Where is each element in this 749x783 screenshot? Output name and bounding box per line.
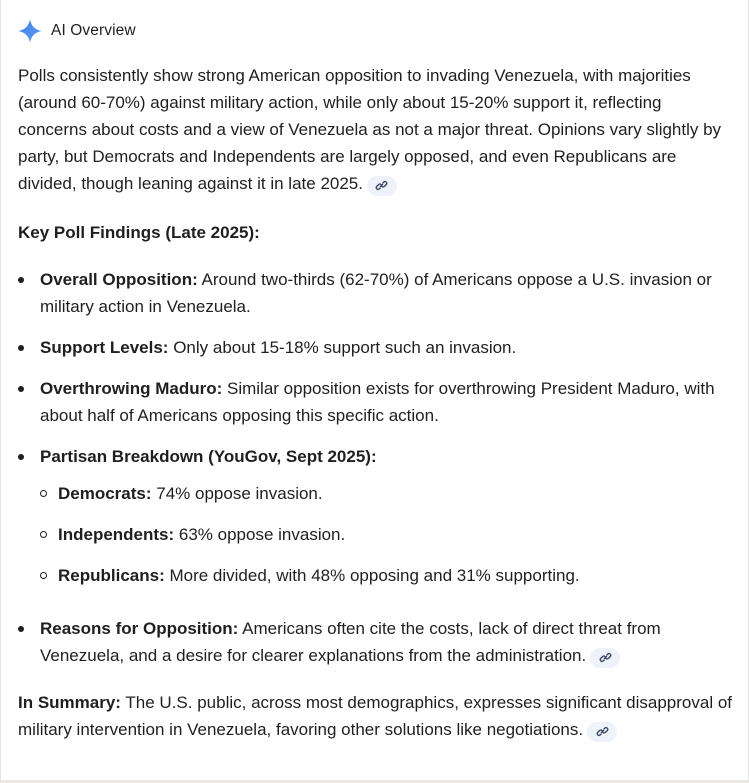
sub-item-text: More divided, with 48% opposing and 31% supporting. [164,566,580,585]
intro-paragraph [18,62,733,197]
list-item [18,266,733,320]
key-findings-list [18,266,733,669]
link-icon [596,725,609,738]
summary-label: In Summary: [18,693,121,712]
summary-text: The U.S. public, across most demographics, expresses significant disapproval of military intervention in Venezuela, favoring other solutions like negotiations. [18,693,733,739]
item-label: Reasons for Opposition: [40,619,239,638]
list-item [18,334,733,361]
sub-list-item [40,562,733,589]
item-label: Support Levels: [40,338,169,357]
list-item [18,375,733,429]
sub-list-item [40,521,733,548]
ai-overview-header [17,17,136,45]
list-item [18,443,733,589]
list-item [18,615,733,669]
intro-text: Polls consistently show strong American opposition to invading Venezuela, with majorities (around 60-70%) against military action, while only about 15-20% support it, reflecting concerns about costs and a view of Venezuela as not a major threat. Opinions vary slightly by party, but Democrats and Independents are largely opposed, and even Republicans are divided, though leaning against it in late 2025. [18,66,722,193]
sparkle-icon [17,18,43,44]
item-label: Partisan Breakdown (YouGov, Sept 2025): [40,447,377,466]
item-text: Americans often cite the costs, lack of direct threat from Venezuela, and a desire for clearer explanations from the administration. [40,619,661,665]
item-label: Overall Opposition: [40,270,198,289]
item-label: Overthrowing Maduro: [40,379,223,398]
sub-item-label: Republicans: [58,566,165,585]
partisan-breakdown-list [40,480,733,589]
summary-paragraph [18,689,733,743]
sub-item-text: 63% oppose invasion. [174,525,346,544]
item-text: Around two-thirds (62-70%) of Americans oppose a U.S. invasion or military action in Venezuela. [40,270,712,316]
ai-overview-title: AI Overview [51,22,136,39]
source-link-button[interactable] [367,176,397,196]
item-text: Similar opposition exists for overthrowing President Maduro, with about half of Americans opposing this specific action. [40,379,715,425]
sub-item-label: Independents: [58,525,175,544]
sub-item-label: Democrats: [58,484,152,503]
sub-item-text: 74% oppose invasion. [151,484,323,503]
item-text: Only about 15-18% support such an invasion. [168,338,517,357]
overview-content [18,62,733,743]
link-icon [599,651,612,664]
sub-list-item [40,480,733,507]
source-link-button[interactable] [590,648,620,668]
key-findings-heading: Key Poll Findings (Late 2025): [18,223,260,242]
source-link-button[interactable] [587,722,617,742]
link-icon [375,179,388,192]
